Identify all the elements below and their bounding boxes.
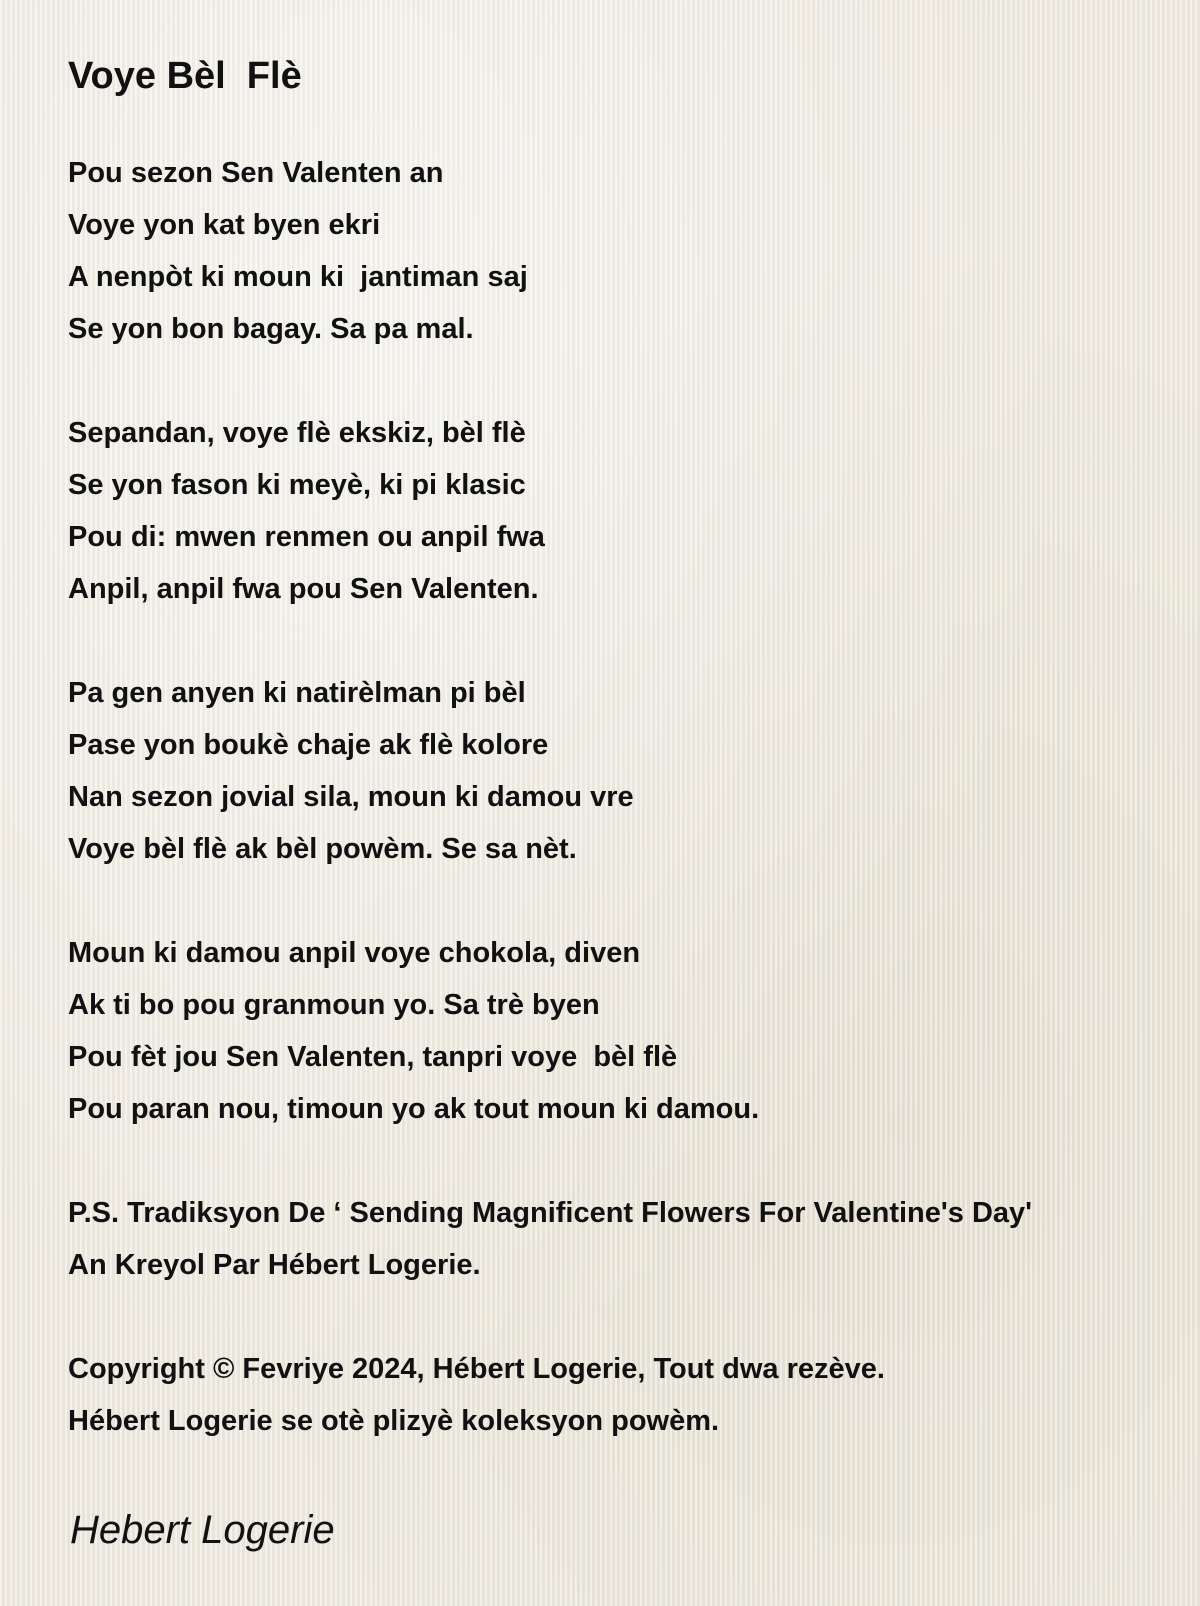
poem-line: Pou sezon Sen Valenten an	[68, 157, 444, 189]
poem-line: Pou paran nou, timoun yo ak tout moun ki damou.	[68, 1093, 760, 1125]
poem-line: Pou di: mwen renmen ou anpil fwa	[68, 521, 545, 553]
poem-line: Pase yon boukè chaje ak flè kolore	[68, 729, 549, 761]
poem-line: Pou fèt jou Sen Valenten, tanpri voye bèl flè	[68, 1041, 678, 1073]
stanza	[68, 667, 1178, 875]
poem-line: Nan sezon jovial sila, moun ki damou vre	[68, 781, 634, 813]
poem-body	[68, 147, 1178, 1447]
poem-line: Hébert Logerie se otè plizyè koleksyon powèm.	[68, 1405, 720, 1437]
poem-line: Copyright © Fevriye 2024, Hébert Logerie, Tout dwa rezève.	[68, 1353, 885, 1385]
stanza	[68, 407, 1178, 615]
poem-line: Se yon bon bagay. Sa pa mal.	[68, 313, 474, 345]
author-signature: Hebert Logerie	[70, 1508, 335, 1552]
poem-line: Ak ti bo pou granmoun yo. Sa trè byen	[68, 989, 600, 1021]
poem-page	[68, 50, 1178, 1499]
poem-line: P.S. Tradiksyon De ‘ Sending Magnificent Flowers For Valentine's Day'	[68, 1197, 1033, 1229]
poem-line: Se yon fason ki meyè, ki pi klasic	[68, 469, 526, 501]
poem-line: An Kreyol Par Hébert Logerie.	[68, 1249, 481, 1281]
stanza	[68, 147, 1178, 355]
poem-line: Anpil, anpil fwa pou Sen Valenten.	[68, 573, 539, 605]
stanza	[68, 927, 1178, 1135]
poem-line: A nenpòt ki moun ki jantiman saj	[68, 261, 528, 293]
poem-line: Moun ki damou anpil voye chokola, diven	[68, 937, 641, 969]
copyright-note	[68, 1343, 1178, 1447]
poem-line: Voye bèl flè ak bèl powèm. Se sa nèt.	[68, 833, 577, 865]
poem-line: Sepandan, voye flè ekskiz, bèl flè	[68, 417, 526, 449]
poem-title: Voye Bèl Flè	[68, 55, 302, 97]
poem-line: Voye yon kat byen ekri	[68, 209, 381, 241]
poem-line: Pa gen anyen ki natirèlman pi bèl	[68, 677, 526, 709]
translation-note	[68, 1187, 1178, 1291]
